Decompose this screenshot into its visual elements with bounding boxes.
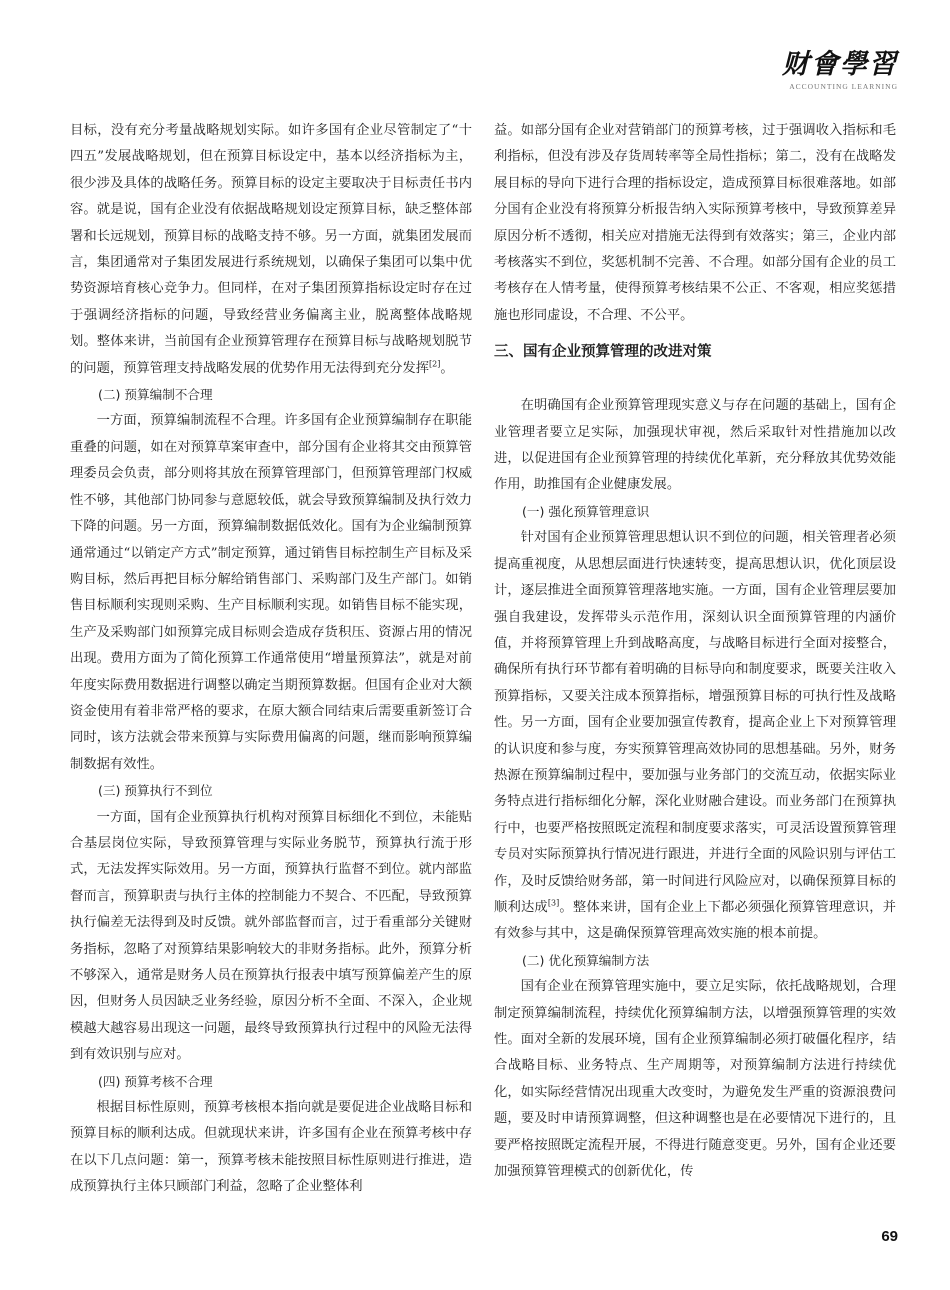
subsection-heading: (三) 预算执行不到位	[98, 783, 213, 799]
left-paragraph-1	[70, 118, 472, 382]
paragraph-text: 针对国有企业预算管理思想认识不到位的问题，相关管理者必须提高重视度，从思想层面进行快速转变，提高思想认识，优化顶层设计，逐层推进全面预算管理落地实施。一方面，国有企业管理层要加强自我建设，发挥带头示范作用，深刻认识全面预算管理的内涵价值，并将预算管理上升到战略高度，与战略目标进行全面对接整合，确保所有执行环节都有着明确的目标导向和制度要求，既要关注收入预算指标，又要关注成本预算指标，增强预算目标的可执行性及战略性。另一方面，国有企业要加强宣传教育，提高企业上下对预算管理的认识度和参与度，夯实预算管理高效协同的思想基础。另外，财务热源在预算编制过程中，要加强与业务部门的交流互动，依据实际业务特点进行指标细化分解，深化业财融合建设。而业务部门在预算执行中，也要严格按照既定流程和制度要求落实，可灵活设置预算管理专员对实际预算执行情况进行跟进，并进行全面的风险识别与评估工作，及时反馈给财务部，第一时间进行风险应对，以确保预算目标的顺利达成	[494, 530, 896, 915]
page-number: 69	[881, 1228, 898, 1245]
journal-logo-subtitle: ACCOUNTING LEARNING	[789, 82, 898, 91]
citation-ref: [3]	[547, 898, 560, 908]
right-paragraph-1: 益。如部分国有企业对营销部门的预算考核，过于强调收入指标和毛利指标，但没有涉及存货周转率等全局性指标；第二，没有在战略发展目标的导向下进行合理的指标设定，造成预算目标很难落地。如部分国有企业没有将预算分析报告纳入实际预算考核中，导致预算差异原因分析不透彻，相关应对措施无法得到有效落实；第三，企业内部考核落实不到位，奖惩机制不完善、不合理。如部分国有企业的员工考核存在人情考量，使得预算考核结果不公正、不客观，相应奖惩措施也形同虚设，不合理、不公平。	[494, 123, 896, 323]
paragraph-text-end: 。整体来讲，国有企业上下都必须强化预算管理意识，并有效参与其中，这是确保预算管理高效实施的根本前提。	[494, 899, 897, 942]
paragraph-text: 目标，没有充分考量战略规划实际。如许多国有企业尽管制定了“十四五”发展战略规划，但在预算目标设定中，基本以经济指标为主，很少涉及具体的战略任务。预算目标的设定主要取决于目标责任书内容。就是说，国有企业没有依据战略规划设定预算目标，缺乏整体部署和长远规划，预算目标的战略支持不够。另一方面，就集团发展而言，集团通常对子集团发展进行系统规划，以确保子集团可以集中优势资源培育核心竞争力。但同样，在对子集团预算指标设定时存在过于强调经济指标的问题，导致经营业务偏离主业，脱离整体战略规划。整体来讲，当前国有企业预算管理存在预算目标与战略规划脱节的问题，预算管理支持战略发展的优势作用无法得到充分发挥	[70, 123, 472, 376]
subsection-heading: (一) 强化预算管理意识	[522, 503, 650, 519]
journal-logo-mark: 财會學習	[782, 49, 898, 80]
right-paragraph-4: 国有企业在预算管理实施中，要立足实际，依托战略规划，合理制定预算编制流程，持续优化预算编制方法，以增强预算管理的实效性。面对全新的发展环境，国有企业预算编制必须打破僵化程序，结合战略目标、业务特点、生产周期等，对预算编制方法进行持续优化，如实际经营情况出现重大改变时，为避免发生严重的资源浪费问题，要及时申请预算调整，但这种调整也是在必要情况下进行的，且要严格按照既定流程开展，不得进行随意变更。另外，国有企业还要加强预算管理模式的创新优化，传	[494, 979, 896, 1180]
left-paragraph-2: 一方面，预算编制流程不合理。许多国有企业预算编制存在职能重叠的问题，如在对预算草案审查中，部分国有企业将其交由预算管理委员会负责，部分则将其放在预算管理部门，但预算管理部门权威性不够，其他部门协同参与意愿较低，就会导致预算编制及执行效力下降的问题。另一方面，预算编制数据低效化。国有为企业编制预算通常通过“以销定产方式”制定预算，通过销售目标控制生产目标及采购目标，然后再把目标分解给销售部门、采购部门及生产部门。如销售目标顺利实现则采购、生产目标顺利实现。如销售目标不能实现，生产及采购部门如预算完成目标则会造成存货积压、资源占用的情况出现。费用方面为了简化预算工作通常使用“增量预算法”，就是对前年度实际费用数据进行调整以确定当期预算数据。但国有企业对大额资金使用有着非常严格的要求，在原大额合同结束后需要重新签订合同时，该方法就会带来预算与实际费用偏离的问题，继而影响预算编制数据有效性。	[70, 413, 472, 772]
left-paragraph-4: 根据目标性原则，预算考核根本指向就是要促进企业战略目标和预算目标的顺利达成。但就现状来讲，许多国有企业在预算考核中存在以下几点问题：第一，预算考核未能按照目标性原则进行推进，造成预算执行主体只顾部门利益，忽略了企业整体利	[70, 1100, 472, 1195]
journal-logo	[782, 50, 898, 91]
right-paragraph-2: 在明确国有企业预算管理现实意义与存在问题的基础上，国有企业管理者要立足实际，加强现状审视，然后采取针对性措施加以改进，以促进国有企业预算管理的持续优化革新，充分释放其优势效能作用，助推国有企业健康发展。	[494, 398, 896, 493]
subsection-heading: (二) 预算编制不合理	[98, 387, 213, 403]
right-paragraph-3	[494, 525, 896, 948]
left-paragraph-3: 一方面，国有企业预算执行机构对预算目标细化不到位，未能贴合基层岗位实际，导致预算管理与实际业务脱节，预算执行流于形式，无法发挥实际效用。另一方面，预算执行监督不到位。就内部监督而言，预算职责与执行主体的控制能力不契合、不匹配，导致预算执行偏差无法得到及时反馈。就外部监督而言，过于看重部分关键财务指标，忽略了对预算结果影响较大的非财务指标。此外，预算分析不够深入，通常是财务人员在预算执行报表中填写预算偏差产生的原因，但财务人员因缺乏业务经验，原因分析不全面、不深入，企业规模越大越容易出现这一问题，最终导致预算执行过程中的风险无法得到有效识别与应对。	[70, 809, 472, 1063]
subsection-heading: (二) 优化预算编制方法	[522, 952, 650, 968]
right-column	[494, 118, 896, 1185]
citation-ref: [2]	[429, 359, 441, 369]
section-heading: 三、国有企业预算管理的改进对策	[494, 344, 712, 361]
subsection-heading: (四) 预算考核不合理	[98, 1073, 213, 1089]
paragraph-text-end: 。	[440, 360, 454, 376]
left-column	[70, 118, 472, 1201]
